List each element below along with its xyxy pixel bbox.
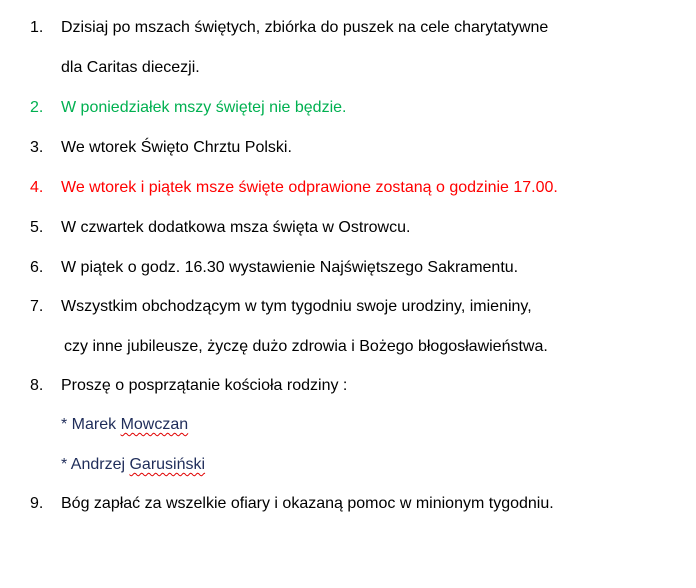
family-prefix: * Andrzej — [61, 456, 130, 473]
item-number: 6. — [30, 259, 44, 276]
item-text: Wszystkim obchodzącym w tym tygodniu swoje urodziny, imieniny, — [61, 298, 532, 315]
item-number: 1. — [30, 19, 44, 36]
family-surname: Mowczan — [120, 416, 189, 433]
item-number: 9. — [30, 495, 44, 512]
item-text: Dzisiaj po mszach świętych, zbiórka do puszek na cele charytatywne — [61, 19, 549, 36]
item-number: 3. — [30, 139, 44, 156]
item-text: W czwartek dodatkowa msza święta w Ostrowcu. — [61, 219, 411, 236]
item-number: 2. — [30, 99, 44, 116]
item-text: We wtorek i piątek msze święte odprawione zostaną o godzinie 17.00. — [61, 179, 558, 196]
item-text: Bóg zapłać za wszelkie ofiary i okazaną pomoc w minionym tygodniu. — [61, 495, 554, 512]
family-name — [61, 455, 205, 475]
item-number: 8. — [30, 377, 44, 394]
family-name — [61, 415, 188, 435]
item-text-continuation: czy inne jubileusze, życzę dużo zdrowia i Bożego błogosławieństwa. — [64, 338, 548, 355]
item-text: Proszę o posprzątanie kościoła rodziny : — [61, 377, 348, 394]
item-text: W poniedziałek mszy świętej nie będzie. — [61, 99, 347, 116]
item-number: 5. — [30, 219, 44, 236]
item-text: W piątek o godz. 16.30 wystawienie Najświętszego Sakramentu. — [61, 259, 519, 276]
item-text: We wtorek Święto Chrztu Polski. — [61, 139, 292, 156]
family-surname: Garusiński — [129, 456, 206, 473]
item-text-continuation: dla Caritas diecezji. — [61, 59, 200, 76]
item-number: 4. — [30, 179, 44, 196]
item-number: 7. — [30, 298, 44, 315]
family-prefix: * Marek — [61, 416, 121, 433]
